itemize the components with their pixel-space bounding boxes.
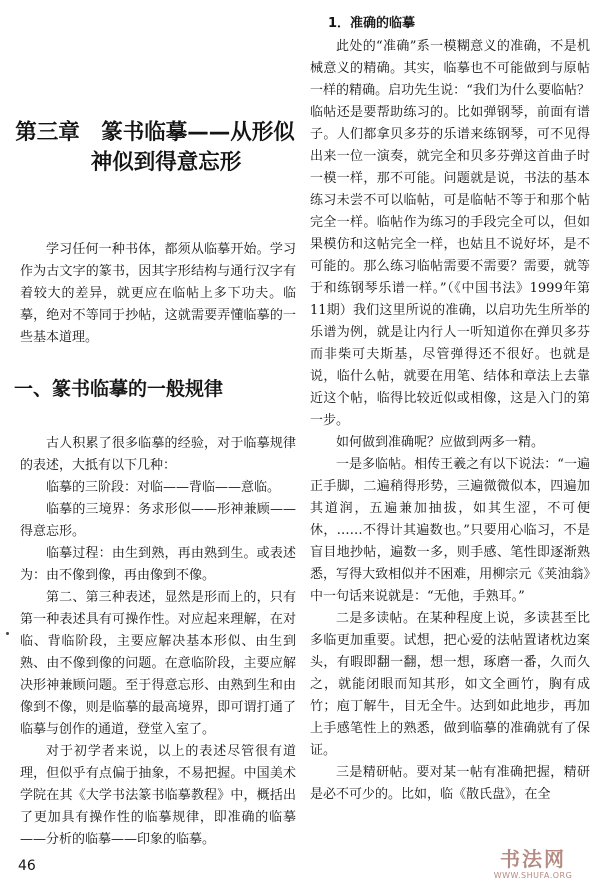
paragraph: 临摹的三阶段：对临——背临——意临。 — [46, 480, 281, 495]
paragraph: 第二、第三种表述，显然是形而上的，只有第一种表述具有可操作性。对应起来理解，在对临、背临阶段，主要应解决基本形似、由生到熟、由不像到像的问题。在意临阶段，主要应解决形神兼顾问题。至于得意忘形、由熟到生和由像到不像，则是临摹的最高境界，即可谓打通了临摹与创作的通道，登堂入室了。 — [20, 590, 296, 737]
paragraph: 对于初学者来说，以上的表述尽管很有道理，但似乎有点偏于抽象，不易把握。中国美术学院在其《大学书法篆书临摹教程》中，概括出了更加具有操作性的临摹规律，即准确的临摹——分析的临摹——印象的临摹。 — [20, 744, 296, 847]
paragraph: 二是多读帖。在某种程度上说，多读甚至比多临更加重要。试想，把心爱的法帖置诸枕边案头，有暇即翻一翻，想一想，琢磨一番，久而久之，就能闭眼而知其形，如文全画竹，胸有成竹；庖丁解牛，目无全牛。达到如此地步，再加上手感笔性上的熟悉，做到临摹的准确就有了保证。 — [310, 611, 590, 758]
left-body-text — [20, 433, 296, 851]
paragraph: 如何做到准确呢？应做到两多一精。 — [336, 435, 545, 450]
paragraph: 临摹过程：由生到熟，再由熟到生。或表述为：由不像到像，再由像到不像。 — [20, 546, 296, 583]
margin-mark — [6, 632, 9, 635]
paragraph: 三是精研帖。要对某一帖有准确把握，精研是必不可少的。比如，临《散氏盘》，在全 — [310, 765, 590, 802]
paragraph: 此处的“准确”系一模糊意义的准确，不是机械意义的精确。其实，临摹也不可能做到与原帖一样的精确。启功先生说：“我们为什么要临帖？临帖还是要帮助练习的。比如弹钢琴，前面有谱子。人们都拿贝多芬的乐谱来练钢琴，可不见得出来一位一演奏，就完全和贝多芬弹这首曲子时一模一样，那不可能。问题就是说，书法的基本练习未尝不可以临帖，可是临帖不等于和那个帖完全一样。临帖作为练习的手段完全可以，但如果模仿和这帖完全一样，也姑且不说好坏，是不可能的。那么练习临帖需要不需要？需要，就等于和练钢琴乐谱一样。”（《中国书法》1999年第11期）我们这里所说的准确，以启功先生所举的乐谱为例，就是让内行人一听知道你在弹贝多芬而非柴可夫斯基，尽管弹得还不很好。也就是说，临什么帖，就要在用笔、结体和章法上去靠近这个帖，临得比较近似或相像，这是入门的第一步。 — [310, 39, 590, 428]
paragraph: 古人积累了很多临摹的经验，对于临摹规律的表述，大抵有以下几种： — [20, 436, 296, 473]
right-column — [310, 14, 590, 806]
page-number: 46 — [18, 858, 36, 874]
chapter-title — [14, 118, 296, 178]
site-watermark — [474, 847, 592, 887]
chapter-title-line-1: 第三章 篆书临摹——从形似 — [15, 120, 295, 145]
intro-paragraph: 学习任何一种书体，都须从临摹开始。学习作为古文字的篆书，因其字形结构与通行汉字有着较大的差异，就更应在临帖上多下功夫。临摹，绝对不等同于抄帖，这就需要弄懂临摹的一些基本道理。 — [20, 242, 296, 345]
chapter-title-line-2: 神似到得意忘形 — [90, 150, 242, 175]
paragraph: 一是多临帖。相传王羲之有以下说法：“一遍正手脚，二遍稍得形势，三遍微微似本，四遍加其道润，五遍兼加抽拔，如其生涩，不可便休，……不得计其遍数也。”只要用心临习，不是盲目地抄帖，遍数一多，则手感、笔性即逐渐熟悉，写得大致相似并不困难，用柳宗元《荚油翁》中一句话来说就是：“无他，手熟耳。” — [310, 457, 590, 604]
section-heading: 一、篆书临摹的一般规律 — [14, 378, 224, 400]
subsection-heading: 1．准确的临摹 — [328, 16, 416, 31]
watermark-logo-text: 书法网 — [500, 847, 566, 871]
paragraph: 临摹的三境界：务求形似——形神兼顾——得意忘形。 — [20, 502, 296, 539]
watermark-url: WWW.SHUFA.ORG — [493, 871, 573, 880]
